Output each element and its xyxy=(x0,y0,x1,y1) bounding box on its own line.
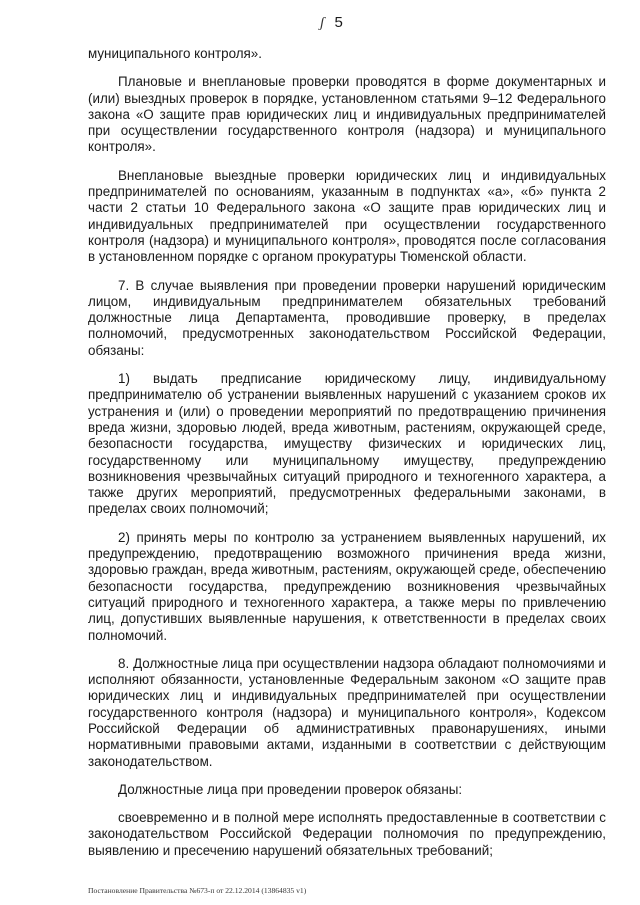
paragraph-item-7: 7. В случае выявления при проведении проверки нарушений юридическим лицом, индивидуальным предпринимателем обязательных требований должностные лица Департамента, проводившие проверку, в пределах полномочий, предусмотренных законодательством Российской Федерации, обязаны: xyxy=(88,277,606,358)
paragraph-unscheduled-inspections: Внеплановые выездные проверки юридических лиц и индивидуальных предпринимателей по основаниям, указанным в подпунктах «а», «б» пункта 2 части 2 статьи 10 Федерального закона «О защите прав юридических лиц и индивидуальных предпринимателей при осуществлении государственного контроля (надзора) и муниципального контроля», проводятся после согласования в установленном порядке с органом прокуратуры Тюменской области. xyxy=(88,167,606,265)
document-footer: Постановление Правительства №673-п от 22.12.2014 (13864835 v1) xyxy=(88,886,307,895)
paragraph-inspection-forms: Плановые и внеплановые проверки проводятся в форме документарных и (или) выездных проверок в порядке, установленном статьями 9–12 Федерального закона «О защите прав юридических лиц и индивидуальных предпринимателей при осуществлении государственного контроля (надзора) и муниципального контроля». xyxy=(88,74,606,155)
paragraph-officials-obliged: Должностные лица при проведении проверок обязаны: xyxy=(118,781,463,797)
paragraph-continuation: муниципального контроля». xyxy=(88,46,262,61)
paragraph-item-7-2: 2) принять меры по контролю за устранением выявленных нарушений, их предупреждению, предотвращению возможного причинения вреда жизни, здоровью граждан, вреда животным, растениям, окружающей среде, обеспечению безопасности государства, предупреждению возникновения чрезвычайных ситуаций природного и техногенного характера, а также меры по привлечению лиц, допустивших выявленные нарушения, к ответственности в пределах своих полномочий. xyxy=(88,529,606,643)
paragraph-obligation-1: своевременно и в полной мере исполнять предоставленные в соответствии с законодательством Российской Федерации полномочия по предупреждению, выявлению и пресечению нарушений обязательных требований; xyxy=(88,810,606,858)
handwritten-mark: ʃ xyxy=(320,15,325,31)
page-number xyxy=(320,14,343,32)
document-body xyxy=(88,46,606,871)
paragraph-item-7-1: 1) выдать предписание юридическому лицу, индивидуальному предпринимателю об устранении выявленных нарушений с указанием сроков их устранения и (или) о проведении мероприятий по предотвращению причинения вреда жизни, здоровью людей, вреда животным, растениям, окружающей среде, безопасности государства, имуществу физических и юридических лиц, государственному или муниципальному имуществу, предупреждению возникновения чрезвычайных ситуаций природного и техногенного характера, а также других мероприятий, предусмотренных федеральными законами, в пределах своих полномочий; xyxy=(88,371,606,517)
page-number-value: 5 xyxy=(334,14,343,31)
paragraph-item-8: 8. Должностные лица при осуществлении надзора обладают полномочиями и исполняют обязанности, установленные Федеральным законом «О защите прав юридических лиц и индивидуальных предпринимателей при осуществлении государственного контроля (надзора) и муниципального контроля», Кодексом Российской Федерации об административных правонарушениях, иными нормативными правовыми актами, изданными в соответствии с действующим законодательством. xyxy=(88,655,606,769)
